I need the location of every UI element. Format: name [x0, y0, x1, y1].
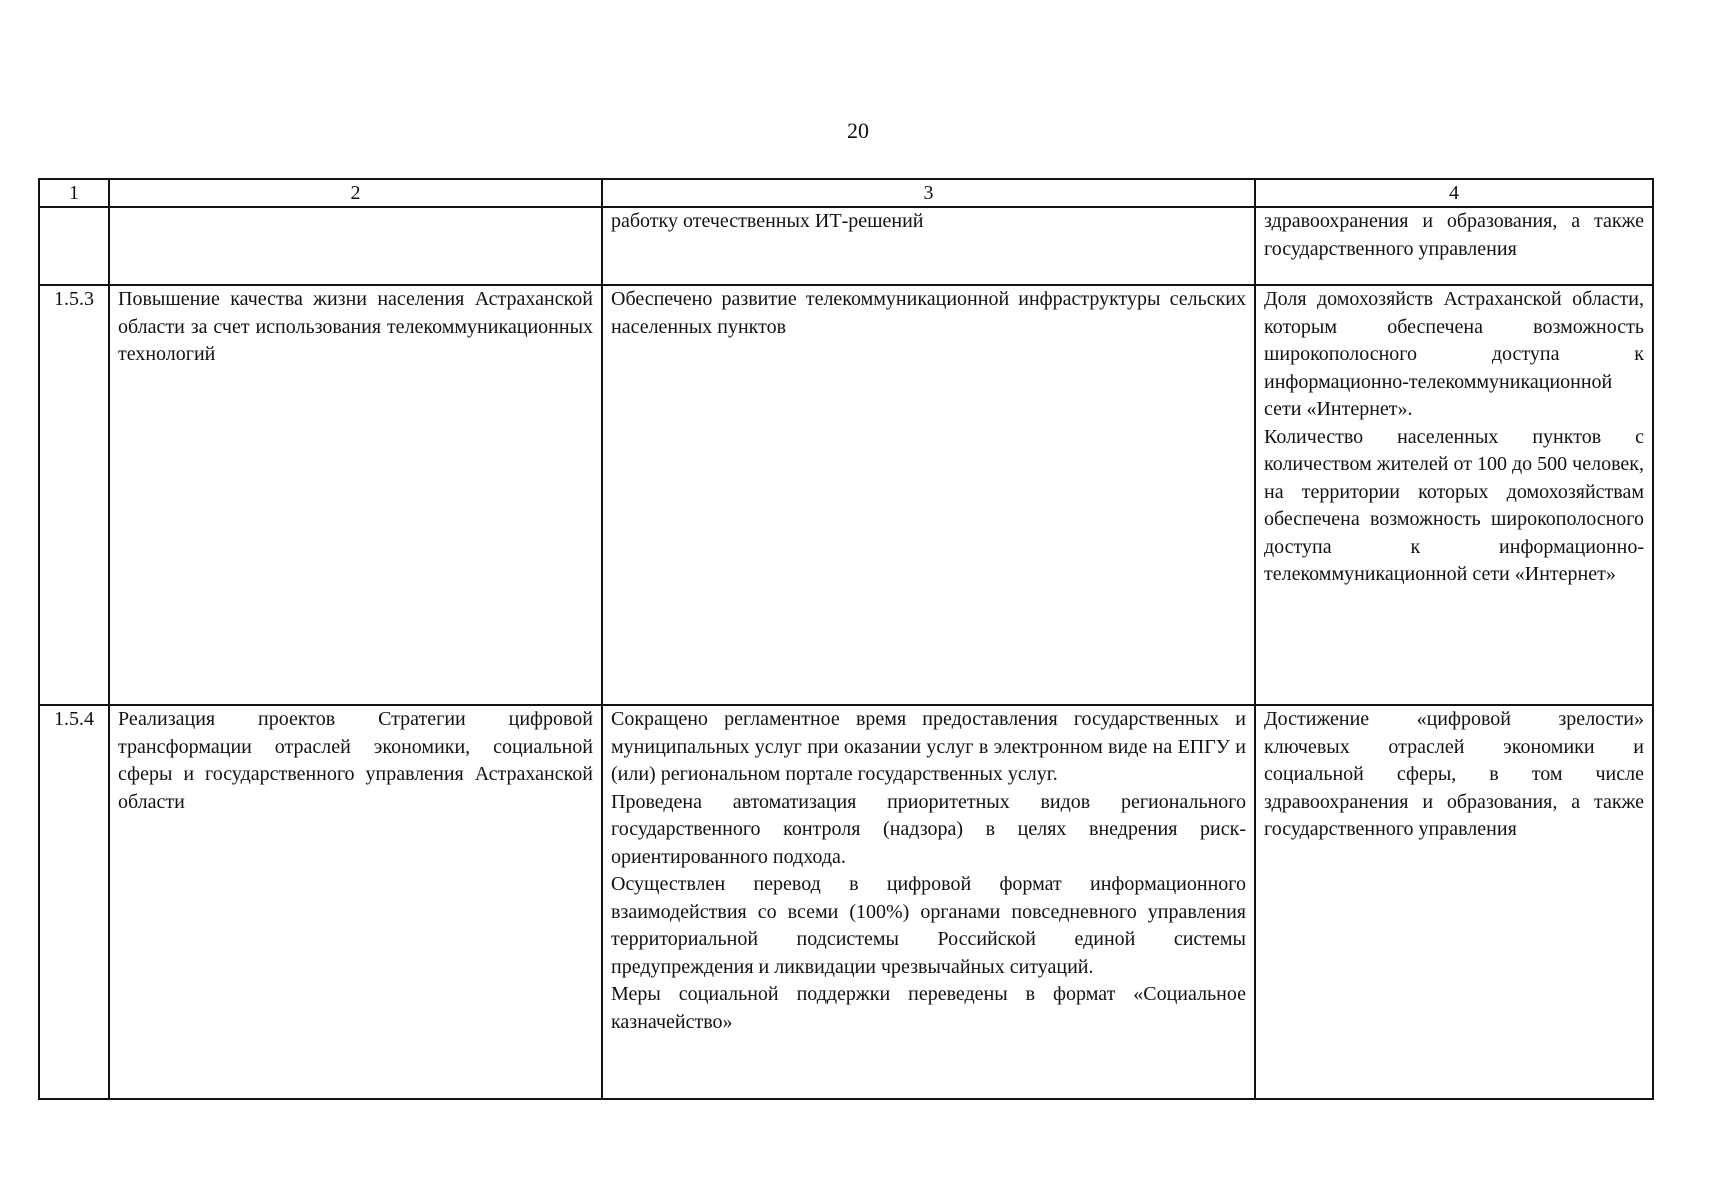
result-text: Осуществлен перевод в цифровой формат информационного взаимодействия со всеми (100%) органами повседневного управления территориальной подсистемы Российской единой системы предупреждения и ликвидации чрезвычайных ситуаций.	[611, 873, 1246, 978]
indicator-text: Доля домохозяйств Астраханской области, которым обеспечена возможность широкополосного доступа к информационно-телекоммуникационной сети «Интернет».	[1264, 288, 1644, 420]
page-number: 20	[847, 118, 869, 143]
result-text: Сокращено регламентное время предоставления государственных и муниципальных услуг при оказании услуг в электронном виде на ЕПГУ и (или) региональном портале государственных услуг.	[611, 708, 1246, 785]
table-row	[39, 705, 1653, 1099]
row-indicators	[1255, 285, 1653, 705]
header-cell-4: 4	[1255, 179, 1653, 207]
row-results	[602, 207, 1255, 285]
task-text: Повышение качества жизни населения Астраханской области за счет использования телекоммуникационных технологий	[118, 288, 593, 365]
indicator-text: Достижение «цифровой зрелости» ключевых отраслей экономики и социальной сферы, в том числе здравоохранения и образования, а также государственного управления	[1264, 708, 1644, 840]
result-text: Меры социальной поддержки переведены в формат «Социальное казначейство»	[611, 983, 1246, 1033]
row-results	[602, 285, 1255, 705]
indicator-text: Количество населенных пунктов с количеством жителей от 100 до 500 человек, на территории которых домохозяйствам обеспечена возможность широкополосного доступа к информационно-телекоммуникационной сети «Интернет»	[1264, 425, 1644, 585]
document-table	[38, 178, 1654, 1100]
row-code: 1.5.3	[39, 285, 109, 705]
row-indicators	[1255, 207, 1653, 285]
row-task	[109, 705, 602, 1099]
row-indicators	[1255, 705, 1653, 1099]
result-text: работку отечественных ИТ-решений	[611, 210, 924, 232]
table-row	[39, 285, 1653, 705]
result-text: Обеспечено развитие телекоммуникационной инфраструктуры сельских населенных пунктов	[611, 288, 1246, 338]
header-cell-3: 3	[602, 179, 1255, 207]
row-task	[109, 285, 602, 705]
row-results	[602, 705, 1255, 1099]
task-text: Реализация проектов Стратегии цифровой трансформации отраслей экономики, социальной сферы и государственного управления Астраханской области	[118, 708, 593, 813]
indicator-text: здравоохранения и образования, а также государственного управления	[1264, 210, 1644, 260]
row-task	[109, 207, 602, 285]
table-header-row	[39, 179, 1653, 207]
row-code	[39, 207, 109, 285]
header-cell-1: 1	[39, 179, 109, 207]
header-cell-2: 2	[109, 179, 602, 207]
row-code: 1.5.4	[39, 705, 109, 1099]
table-row	[39, 207, 1653, 285]
result-text: Проведена автоматизация приоритетных видов регионального государственного контроля (надзора) в целях внедрения риск-ориентированного подхода.	[611, 790, 1246, 868]
